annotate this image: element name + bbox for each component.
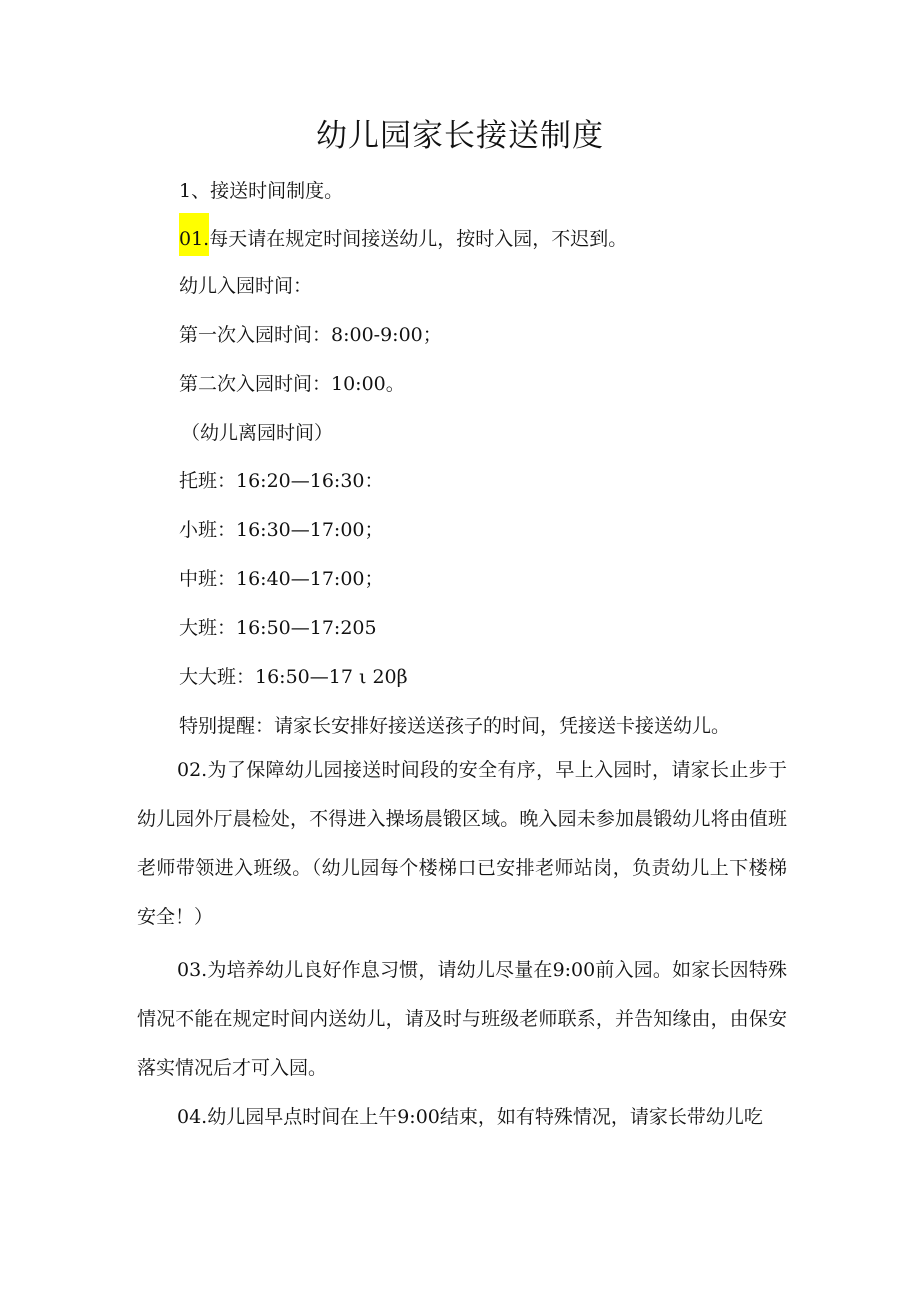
item-01-text: 每天请在规定时间接送幼儿，按时入园，不迟到。 bbox=[209, 228, 628, 250]
document-title: 幼儿园家长接送制度 bbox=[316, 118, 604, 154]
item-01-number-highlighted: 01. bbox=[179, 213, 209, 256]
departure-large-class: 大班：16:50—17:205 bbox=[179, 617, 377, 639]
section-heading-pickup-time: 1、接送时间制度。 bbox=[179, 180, 344, 202]
departure-extra-large-class: 大大班：16:50—17 ι 20β bbox=[179, 666, 408, 688]
item-03-paragraph: 03.为培养幼儿良好作息习惯，请幼儿尽量在9:00前入园。如家长因特殊情况不能在规定时间内送幼儿，请及时与班级老师联系，并告知缘由，由保安落实情况后才可入园。 bbox=[137, 959, 787, 1079]
item-04-paragraph: 04.幼儿园早点时间在上午9:00结束，如有特殊情况，请家长带幼儿吃 bbox=[177, 1106, 763, 1128]
arrival-second-time: 第二次入园时间：10:00。 bbox=[179, 373, 405, 395]
item-02-paragraph: 02.为了保障幼儿园接送时间段的安全有序，早上入园时，请家长止步于幼儿园外厅晨检处，不得进入操场晨锻区域。晚入园未参加晨锻幼儿将由值班老师带领进入班级。（幼儿园每个楼梯口已安排老师站岗，负责幼儿上下楼梯安全！） bbox=[137, 759, 787, 928]
arrival-first-time: 第一次入园时间：8:00-9:00； bbox=[179, 324, 442, 346]
arrival-time-heading: 幼儿入园时间： bbox=[179, 275, 313, 297]
departure-time-heading: （幼儿离园时间） bbox=[181, 422, 334, 444]
departure-nursery-class: 托班：16:20—16:30： bbox=[179, 470, 384, 492]
item-01 bbox=[179, 222, 627, 256]
departure-middle-class: 中班：16:40—17:00； bbox=[179, 568, 384, 590]
special-reminder: 特别提醒：请家长安排好接送送孩子的时间，凭接送卡接送幼儿。 bbox=[179, 715, 731, 737]
departure-small-class: 小班：16:30—17:00； bbox=[179, 519, 384, 541]
